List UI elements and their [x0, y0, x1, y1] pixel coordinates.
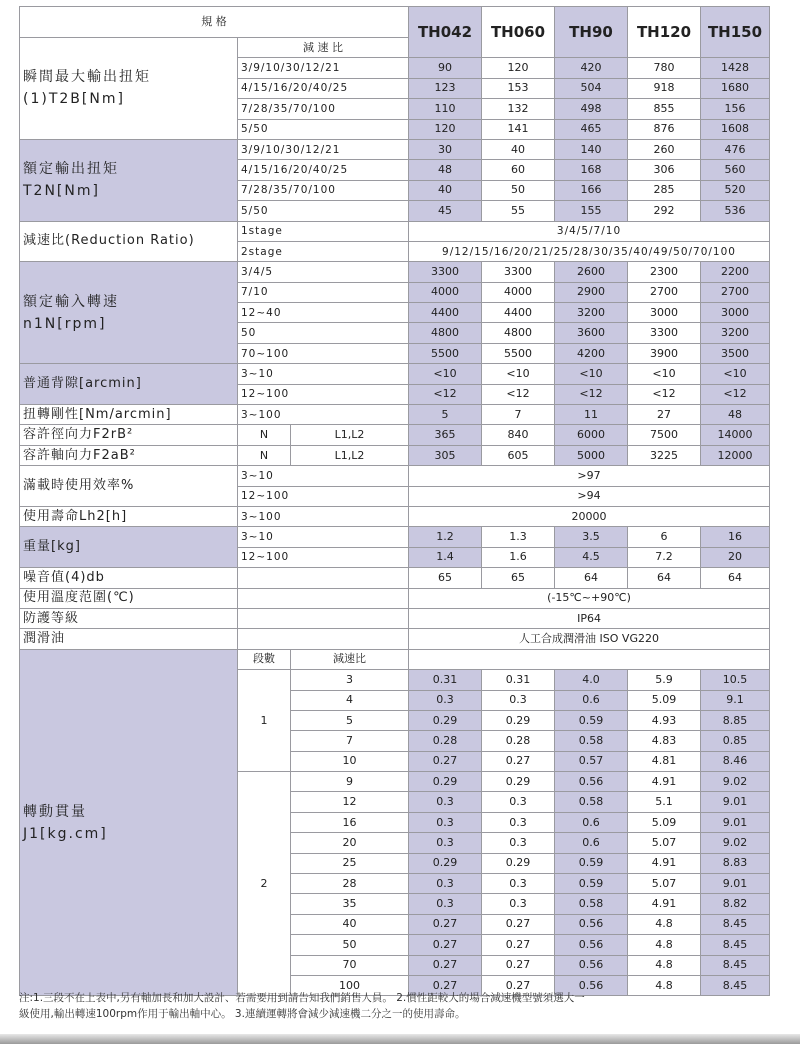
- value-cell: 120: [409, 119, 482, 139]
- value-cell: <12: [555, 384, 628, 404]
- value-cell: 64: [701, 568, 770, 588]
- value-cell: 3200: [701, 323, 770, 343]
- table-row: [20, 262, 770, 282]
- value-cell: 498: [555, 99, 628, 119]
- value-cell: <12: [409, 384, 482, 404]
- value-cell: 3225: [628, 445, 701, 465]
- value-cell: 3300: [409, 262, 482, 282]
- value-cell: 292: [628, 201, 701, 221]
- label-line-1: 額定輸出扭矩: [23, 161, 119, 178]
- model-header: TH042: [409, 7, 482, 58]
- value-cell: 4.8: [628, 914, 701, 934]
- value-cell: 0.59: [555, 710, 628, 730]
- table-row: [20, 221, 770, 241]
- footnote-line-1: 注:1.三段不在上表中,另有軸加長和加大設計、若需要用到請告知我們銷售人員。 2.慣性距較大的場合減速機型號須選大一: [19, 992, 585, 1004]
- value-cell: 8.45: [701, 955, 770, 975]
- table-row: [20, 7, 770, 38]
- footnote: [19, 990, 769, 1022]
- label-line-1: 額定輸入轉速: [23, 293, 119, 310]
- value-cell: <10: [555, 364, 628, 384]
- model-header: TH90: [555, 7, 628, 58]
- value-cell: <10: [628, 364, 701, 384]
- spec-sheet: [19, 6, 769, 996]
- row-label: [20, 139, 238, 221]
- table-row: [20, 466, 770, 486]
- value-cell: 8.45: [701, 914, 770, 934]
- value-cell: 16: [701, 527, 770, 547]
- value-cell: 10.5: [701, 670, 770, 690]
- label-line-2: T2N[Nm]: [23, 183, 100, 200]
- position-cell: L1,L2: [291, 445, 409, 465]
- value-cell: 4000: [482, 282, 555, 302]
- value-cell: <12: [482, 384, 555, 404]
- table-row: [20, 588, 770, 608]
- value-cell: 465: [555, 119, 628, 139]
- table-row: [20, 139, 770, 159]
- value-cell: 0.3: [409, 690, 482, 710]
- value-cell: 4.5: [555, 547, 628, 567]
- row-label: 扭轉剛性[Nm/arcmin]: [20, 405, 238, 425]
- value-cell: 9.01: [701, 812, 770, 832]
- ratio-cell: 20: [291, 833, 409, 853]
- value-cell: 0.27: [409, 935, 482, 955]
- value-cell: 8.45: [701, 975, 770, 995]
- value-cell: 3000: [628, 303, 701, 323]
- stage-cell: 2stage: [238, 241, 409, 261]
- ratio-cell: 4/15/16/20/40/25: [238, 160, 409, 180]
- value-cell: 0.27: [482, 914, 555, 934]
- ratio-cell: 3/4/5: [238, 262, 409, 282]
- value-cell: 9.01: [701, 792, 770, 812]
- value-cell: 0.6: [555, 833, 628, 853]
- value-cell: 48: [409, 160, 482, 180]
- spec-header: 規 格: [20, 7, 409, 38]
- value-cell: 0.27: [409, 975, 482, 995]
- value-cell: 9.02: [701, 772, 770, 792]
- value-cell: 0.56: [555, 935, 628, 955]
- value-cell: 156: [701, 99, 770, 119]
- table-row: [20, 608, 770, 628]
- value-cell: 5.07: [628, 874, 701, 894]
- value-cell: 1680: [701, 78, 770, 98]
- value-cell: 5.1: [628, 792, 701, 812]
- row-label: [20, 38, 238, 140]
- table-row: [20, 649, 770, 669]
- row-label: 使用壽命Lh2[h]: [20, 506, 238, 526]
- value-cell: 0.3: [482, 812, 555, 832]
- value-cell: 305: [409, 445, 482, 465]
- label-line-1: 瞬間最大輸出扭矩: [23, 69, 151, 86]
- value-cell: 8.46: [701, 751, 770, 771]
- value-cell: 260: [628, 139, 701, 159]
- value-cell: 0.27: [482, 975, 555, 995]
- value-cell: 0.3: [482, 792, 555, 812]
- value-cell: 9/12/15/16/20/21/25/28/30/35/40/49/50/70/100: [409, 241, 770, 261]
- ratio-cell: 12~40: [238, 303, 409, 323]
- value-cell: 4800: [482, 323, 555, 343]
- value-cell: 1.6: [482, 547, 555, 567]
- value-cell: 3300: [482, 262, 555, 282]
- ratio-cell: 3/9/10/30/12/21: [238, 139, 409, 159]
- ratio-cell: 4/15/16/20/40/25: [238, 78, 409, 98]
- value-cell: 人工合成潤滑油 ISO VG220: [409, 629, 770, 649]
- value-cell: 1.3: [482, 527, 555, 547]
- label-line-2: (1)T2B[Nm]: [23, 91, 125, 108]
- ratio-cell: 3~10: [238, 466, 409, 486]
- ratio-cell: 25: [291, 853, 409, 873]
- value-cell: 6: [628, 527, 701, 547]
- value-cell: 0.3: [409, 812, 482, 832]
- value-cell: 50: [482, 180, 555, 200]
- value-cell: 4.83: [628, 731, 701, 751]
- row-label: [20, 262, 238, 364]
- unit-cell: N: [238, 425, 291, 445]
- label-line-2: n1N[rpm]: [23, 315, 107, 332]
- value-cell: 2600: [555, 262, 628, 282]
- value-cell: 0.59: [555, 853, 628, 873]
- value-cell: 0.59: [555, 874, 628, 894]
- ratio-cell: 70~100: [238, 343, 409, 363]
- value-cell: 0.56: [555, 955, 628, 975]
- value-cell: 45: [409, 201, 482, 221]
- table-row: [20, 527, 770, 547]
- ratio-cell: 40: [291, 914, 409, 934]
- ratio-cell: 7/28/35/70/100: [238, 99, 409, 119]
- value-cell: <10: [701, 364, 770, 384]
- ratio-cell: 10: [291, 751, 409, 771]
- value-cell: 3300: [628, 323, 701, 343]
- value-cell: 3/4/5/7/10: [409, 221, 770, 241]
- value-cell: 2200: [701, 262, 770, 282]
- value-cell: 40: [482, 139, 555, 159]
- value-cell: 520: [701, 180, 770, 200]
- table-row: [20, 568, 770, 588]
- value-cell: 3200: [555, 303, 628, 323]
- position-cell: L1,L2: [291, 425, 409, 445]
- ratio-cell: 16: [291, 812, 409, 832]
- table-row: [20, 405, 770, 425]
- stage-cell: 1stage: [238, 221, 409, 241]
- spec-table: [19, 6, 770, 996]
- value-cell: 306: [628, 160, 701, 180]
- value-cell: 0.29: [482, 853, 555, 873]
- ratio-cell: 7/28/35/70/100: [238, 180, 409, 200]
- row-label: 容許徑向力F2rB²: [20, 425, 238, 445]
- value-cell: 0.31: [409, 670, 482, 690]
- value-cell: 0.29: [482, 710, 555, 730]
- value-cell: 536: [701, 201, 770, 221]
- row-label: 防護等級: [20, 608, 238, 628]
- value-cell: 140: [555, 139, 628, 159]
- value-cell: 420: [555, 58, 628, 78]
- value-cell: 0.3: [482, 894, 555, 914]
- value-cell: 7: [482, 405, 555, 425]
- ratio-cell: 12~100: [238, 486, 409, 506]
- value-cell: 60: [482, 160, 555, 180]
- ratio-cell: 100: [291, 975, 409, 995]
- ratio-cell: 3~10: [238, 527, 409, 547]
- value-cell: 0.3: [482, 833, 555, 853]
- model-header: TH120: [628, 7, 701, 58]
- value-cell: 0.58: [555, 792, 628, 812]
- stage-cell: 2: [238, 772, 291, 996]
- value-cell: 504: [555, 78, 628, 98]
- value-cell: 0.29: [482, 772, 555, 792]
- value-cell: 4.8: [628, 935, 701, 955]
- value-cell: 65: [482, 568, 555, 588]
- value-cell: 90: [409, 58, 482, 78]
- ratio-cell: 28: [291, 874, 409, 894]
- value-cell: 855: [628, 99, 701, 119]
- value-cell: <12: [701, 384, 770, 404]
- value-cell: 3600: [555, 323, 628, 343]
- value-cell: 285: [628, 180, 701, 200]
- value-cell: 4.91: [628, 853, 701, 873]
- value-cell: IP64: [409, 608, 770, 628]
- value-cell: 64: [555, 568, 628, 588]
- ratio-cell: 7: [291, 731, 409, 751]
- value-cell: 0.27: [482, 955, 555, 975]
- ratio-cell: 5/50: [238, 119, 409, 139]
- table-row: [20, 445, 770, 465]
- ratio-cell: 35: [291, 894, 409, 914]
- value-cell: 560: [701, 160, 770, 180]
- value-cell: <12: [628, 384, 701, 404]
- value-cell: 2700: [628, 282, 701, 302]
- ratio-cell: 3~10: [238, 364, 409, 384]
- row-label: 容許軸向力F2aB²: [20, 445, 238, 465]
- value-cell: 0.3: [409, 874, 482, 894]
- ratio-header: 減 速 比: [238, 38, 409, 58]
- value-cell: 4800: [409, 323, 482, 343]
- ratio-cell: 12~100: [238, 384, 409, 404]
- value-cell: 9.1: [701, 690, 770, 710]
- blank-cell: [238, 588, 409, 608]
- table-row: [20, 506, 770, 526]
- value-cell: 120: [482, 58, 555, 78]
- value-cell: 0.29: [409, 710, 482, 730]
- value-cell: 1.4: [409, 547, 482, 567]
- value-cell: 780: [628, 58, 701, 78]
- row-label: 普通背隙[arcmin]: [20, 364, 238, 405]
- value-cell: 9.02: [701, 833, 770, 853]
- value-cell: 5.09: [628, 690, 701, 710]
- ratio-cell: 7/10: [238, 282, 409, 302]
- value-cell: 918: [628, 78, 701, 98]
- value-cell: 5.9: [628, 670, 701, 690]
- value-cell: <10: [482, 364, 555, 384]
- value-cell: (-15℃~+90℃): [409, 588, 770, 608]
- value-cell: 4.8: [628, 975, 701, 995]
- value-cell: 3500: [701, 343, 770, 363]
- value-cell: 0.58: [555, 731, 628, 751]
- value-cell: 11: [555, 405, 628, 425]
- value-cell: 65: [409, 568, 482, 588]
- value-cell: 8.82: [701, 894, 770, 914]
- value-cell: 8.85: [701, 710, 770, 730]
- value-cell: 5.09: [628, 812, 701, 832]
- row-label: 減速比(Reduction Ratio): [20, 221, 238, 262]
- value-cell: 0.31: [482, 670, 555, 690]
- label-line-1: 轉動貫量: [23, 803, 87, 820]
- value-cell: 48: [701, 405, 770, 425]
- value-cell: 2900: [555, 282, 628, 302]
- value-cell: 110: [409, 99, 482, 119]
- row-label: 噪音值(4)db: [20, 568, 238, 588]
- label-line-2: J1[kg.cm]: [23, 825, 108, 842]
- blank-cell: [238, 608, 409, 628]
- value-cell: 4.8: [628, 955, 701, 975]
- value-cell: 5: [409, 405, 482, 425]
- value-cell: 4200: [555, 343, 628, 363]
- value-cell: 0.85: [701, 731, 770, 751]
- ratio-cell: 70: [291, 955, 409, 975]
- value-cell: 1608: [701, 119, 770, 139]
- value-cell: 40: [409, 180, 482, 200]
- blank-cell: [238, 568, 409, 588]
- value-cell: 0.27: [482, 751, 555, 771]
- value-cell: 0.27: [482, 935, 555, 955]
- bottom-bar: [0, 1034, 800, 1044]
- value-cell: 0.27: [409, 955, 482, 975]
- value-cell: 0.56: [555, 914, 628, 934]
- value-cell: 4000: [409, 282, 482, 302]
- row-label: 潤滑油: [20, 629, 238, 649]
- value-cell: 0.56: [555, 772, 628, 792]
- value-cell: 2700: [701, 282, 770, 302]
- value-cell: 0.3: [409, 833, 482, 853]
- ratio-cell: 12: [291, 792, 409, 812]
- value-cell: 168: [555, 160, 628, 180]
- value-cell: 7.2: [628, 547, 701, 567]
- ratio-cell: 3: [291, 670, 409, 690]
- value-cell: 876: [628, 119, 701, 139]
- ratio-cell: 50: [291, 935, 409, 955]
- value-cell: 0.28: [409, 731, 482, 751]
- ratio-cell: 5/50: [238, 201, 409, 221]
- value-cell: 3.5: [555, 527, 628, 547]
- row-label: 重量[kg]: [20, 527, 238, 568]
- ratio-header: 減速比: [291, 649, 409, 669]
- ratio-cell: 5: [291, 710, 409, 730]
- row-label: 滿載時使用效率%: [20, 466, 238, 507]
- value-cell: 141: [482, 119, 555, 139]
- value-cell: 4.91: [628, 894, 701, 914]
- model-header: TH060: [482, 7, 555, 58]
- value-cell: 476: [701, 139, 770, 159]
- value-cell: 12000: [701, 445, 770, 465]
- blank-cell: [409, 649, 770, 669]
- value-cell: 14000: [701, 425, 770, 445]
- value-cell: 7500: [628, 425, 701, 445]
- ratio-cell: 3/9/10/30/12/21: [238, 58, 409, 78]
- value-cell: 0.29: [409, 853, 482, 873]
- value-cell: 155: [555, 201, 628, 221]
- value-cell: 5000: [555, 445, 628, 465]
- row-label: 使用溫度范圍(℃): [20, 588, 238, 608]
- value-cell: 0.27: [409, 914, 482, 934]
- value-cell: 4.93: [628, 710, 701, 730]
- value-cell: 153: [482, 78, 555, 98]
- value-cell: 30: [409, 139, 482, 159]
- value-cell: 0.28: [482, 731, 555, 751]
- value-cell: 4.91: [628, 772, 701, 792]
- ratio-cell: 12~100: [238, 547, 409, 567]
- value-cell: 123: [409, 78, 482, 98]
- value-cell: 605: [482, 445, 555, 465]
- ratio-cell: 9: [291, 772, 409, 792]
- value-cell: 0.56: [555, 975, 628, 995]
- value-cell: 27: [628, 405, 701, 425]
- value-cell: >94: [409, 486, 770, 506]
- value-cell: 64: [628, 568, 701, 588]
- ratio-cell: 3~100: [238, 405, 409, 425]
- value-cell: 4400: [482, 303, 555, 323]
- value-cell: 365: [409, 425, 482, 445]
- value-cell: 5500: [482, 343, 555, 363]
- footnote-line-2: 級使用,輸出轉速100rpm作用于輸出軸中心。 3.連續運轉將會減少減速機二分之一的使用壽命。: [19, 1008, 466, 1020]
- model-header: TH150: [701, 7, 770, 58]
- value-cell: 4.81: [628, 751, 701, 771]
- value-cell: 55: [482, 201, 555, 221]
- table-row: [20, 629, 770, 649]
- value-cell: 5500: [409, 343, 482, 363]
- value-cell: 4.0: [555, 670, 628, 690]
- value-cell: 166: [555, 180, 628, 200]
- table-row: [20, 425, 770, 445]
- stage-cell: 1: [238, 670, 291, 772]
- value-cell: 0.3: [482, 874, 555, 894]
- value-cell: 0.6: [555, 812, 628, 832]
- stage-header: 段數: [238, 649, 291, 669]
- value-cell: 5.07: [628, 833, 701, 853]
- value-cell: 20000: [409, 506, 770, 526]
- value-cell: 0.27: [409, 751, 482, 771]
- value-cell: 1428: [701, 58, 770, 78]
- value-cell: 20: [701, 547, 770, 567]
- value-cell: 6000: [555, 425, 628, 445]
- value-cell: 0.3: [482, 690, 555, 710]
- blank-cell: [238, 629, 409, 649]
- value-cell: 8.83: [701, 853, 770, 873]
- value-cell: 0.29: [409, 772, 482, 792]
- value-cell: 0.6: [555, 690, 628, 710]
- table-row: [20, 364, 770, 384]
- value-cell: 4400: [409, 303, 482, 323]
- value-cell: 3000: [701, 303, 770, 323]
- value-cell: 0.3: [409, 792, 482, 812]
- unit-cell: N: [238, 445, 291, 465]
- value-cell: 3900: [628, 343, 701, 363]
- value-cell: 132: [482, 99, 555, 119]
- value-cell: 0.58: [555, 894, 628, 914]
- ratio-cell: 4: [291, 690, 409, 710]
- value-cell: 0.57: [555, 751, 628, 771]
- row-label: [20, 649, 238, 996]
- value-cell: 0.3: [409, 894, 482, 914]
- value-cell: 1.2: [409, 527, 482, 547]
- value-cell: 8.45: [701, 935, 770, 955]
- ratio-cell: 3~100: [238, 506, 409, 526]
- value-cell: 9.01: [701, 874, 770, 894]
- value-cell: 2300: [628, 262, 701, 282]
- value-cell: >97: [409, 466, 770, 486]
- value-cell: 840: [482, 425, 555, 445]
- value-cell: <10: [409, 364, 482, 384]
- ratio-cell: 50: [238, 323, 409, 343]
